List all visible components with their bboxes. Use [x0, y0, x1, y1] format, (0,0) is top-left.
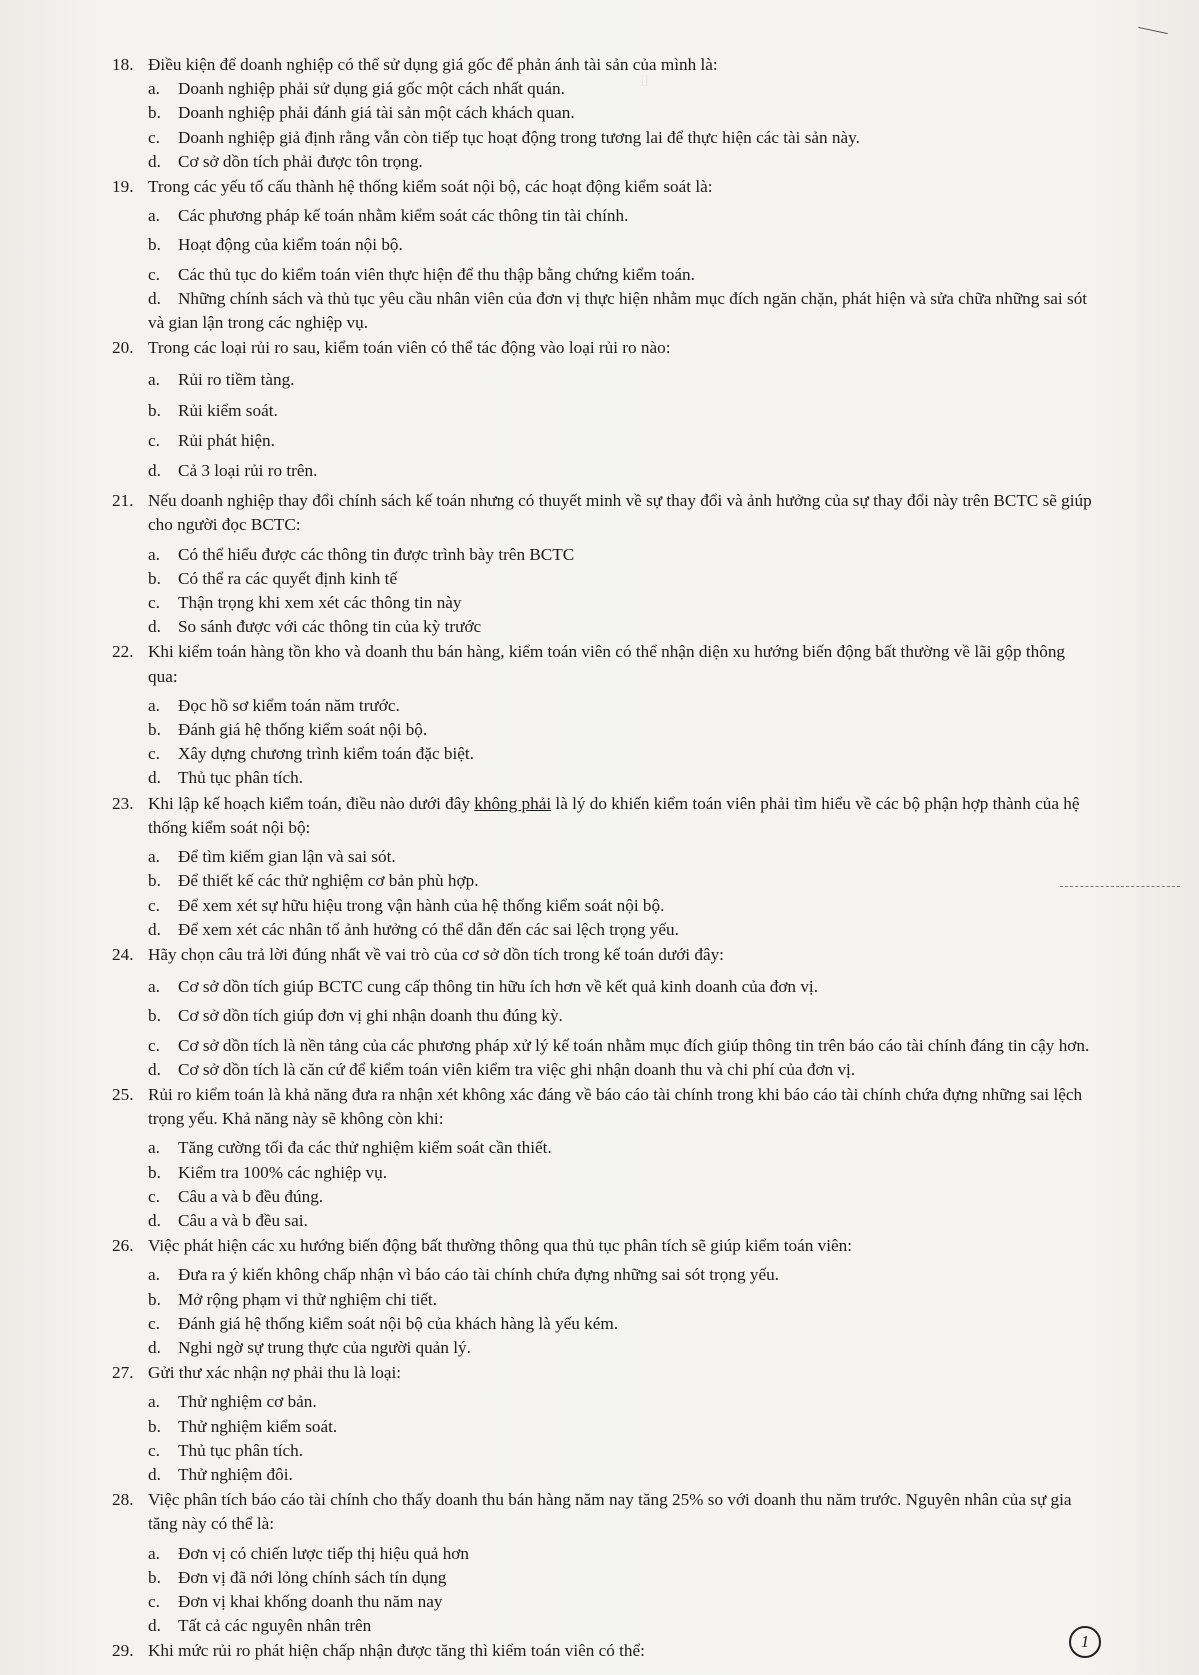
- option-23d: [148, 918, 1092, 942]
- option-text: Cơ sở dồn tích là nền tảng của các phương pháp xử lý kế toán nhằm mục đích giúp thông tin trên báo cáo tài chính đáng tin cậy hơn.: [178, 1035, 1090, 1055]
- question-stem: Rủi ro kiểm toán là khả năng đưa ra nhận xét không xác đáng về báo cáo tài chính trong khi báo cáo tài chính chứa đựng những sai lệch trọng yếu. Khả năng này sẽ không còn khi:: [148, 1084, 1083, 1129]
- option-letter: a.: [148, 1265, 160, 1285]
- option-21c: [148, 591, 1092, 615]
- option-letter: a.: [148, 977, 160, 997]
- question-stem: Gửi thư xác nhận nợ phải thu là loại:: [148, 1363, 402, 1383]
- option-text: Những chính sách và thủ tục yêu cầu nhân viên của đơn vị thực hiện nhằm mục đích ngăn chặn, phát hiện và sửa chữa những sai sót và gian lận trong các nghiệp vụ.: [148, 288, 1088, 333]
- option-letter: d.: [148, 1059, 161, 1079]
- question-number: 25.: [112, 1084, 134, 1104]
- option-text: Để xem xét sự hữu hiệu trong vận hành của hệ thống kiểm soát nội bộ.: [178, 895, 665, 915]
- option-text: Cơ sở dồn tích giúp BCTC cung cấp thông tin hữu ích hơn về kết quả kinh doanh của đơn vị.: [178, 977, 818, 997]
- option-letter: a.: [148, 847, 160, 867]
- option-text: Xây dựng chương trình kiểm toán đặc biệt.: [178, 744, 474, 764]
- option-28c: [148, 1590, 1092, 1614]
- question-25: [112, 1083, 1092, 1131]
- option-24d: [148, 1058, 1092, 1082]
- option-text: Có thể hiểu được các thông tin được trình bày trên BCTC: [178, 544, 575, 564]
- question-number: 28.: [112, 1490, 134, 1510]
- option-20d: [148, 459, 1092, 483]
- option-letter: a.: [148, 206, 160, 226]
- question-number: 23.: [112, 793, 134, 813]
- option-18c: [148, 126, 1092, 150]
- option-text: Rủi kiểm soát.: [178, 400, 278, 420]
- option-letter: c.: [148, 1440, 160, 1460]
- option-21a: [148, 543, 1092, 567]
- question-20: [112, 336, 1092, 360]
- option-26a: [148, 1263, 1092, 1287]
- option-22b: [148, 718, 1092, 742]
- option-text: Để thiết kế các thử nghiệm cơ bản phù hợp.: [178, 871, 479, 891]
- option-letter: a.: [148, 370, 160, 390]
- option-text: Rủi phát hiện.: [178, 430, 275, 450]
- option-20b: [148, 399, 1092, 423]
- option-21d: [148, 615, 1092, 639]
- option-text: Kiểm tra 100% các nghiệp vụ.: [178, 1162, 388, 1182]
- option-23c: [148, 894, 1092, 918]
- option-letter: c.: [148, 127, 160, 147]
- option-letter: b.: [148, 103, 161, 123]
- option-27d: [148, 1463, 1092, 1487]
- option-letter: b.: [148, 1567, 161, 1587]
- question-18: [112, 53, 1092, 77]
- option-20c: [148, 429, 1092, 453]
- option-22d: [148, 766, 1092, 790]
- option-letter: d.: [148, 617, 161, 637]
- option-letter: b.: [148, 1162, 161, 1182]
- question-number: 22.: [112, 642, 134, 662]
- option-text: Thử nghiệm kiểm soát.: [178, 1416, 338, 1436]
- option-text: Đơn vị có chiến lược tiếp thị hiệu quả hơn: [178, 1543, 469, 1563]
- option-letter: a.: [148, 79, 160, 99]
- question-stem: Việc phát hiện các xu hướng biến động bất thường thông qua thủ tục phân tích sẽ giúp kiểm toán viên:: [148, 1236, 853, 1256]
- option-text: Cơ sở dồn tích phải được tôn trọng.: [178, 151, 423, 171]
- option-text: Cơ sở dồn tích giúp đơn vị ghi nhận doanh thu đúng kỳ.: [178, 1006, 563, 1026]
- question-stem: Điều kiện để doanh nghiệp có thể sử dụng giá gốc để phản ánh tài sản của mình là:: [148, 55, 718, 74]
- question-stem: Nếu doanh nghiệp thay đổi chính sách kế toán nhưng có thuyết minh về sự thay đổi và ảnh hưởng của sự thay đổi này trên BCTC sẽ giúp cho người đọc BCTC:: [148, 491, 1092, 535]
- option-letter: b.: [148, 400, 161, 420]
- question-number: 24.: [112, 944, 134, 964]
- option-28b: [148, 1566, 1092, 1590]
- option-letter: d.: [148, 151, 161, 171]
- option-18a: [148, 77, 1092, 101]
- option-18d: [148, 150, 1092, 174]
- option-letter: c.: [148, 1035, 160, 1055]
- question-stem: Khi mức rủi ro phát hiện chấp nhận được tăng thì kiểm toán viên có thể:: [148, 1641, 645, 1661]
- question-number: 21.: [112, 491, 134, 511]
- option-26b: [148, 1288, 1092, 1312]
- question-29: [112, 1639, 1092, 1663]
- question-stem-before: Khi lập kế hoạch kiểm toán, điều nào dưới đây: [148, 793, 475, 813]
- option-letter: c.: [148, 1591, 160, 1611]
- question-24: [112, 943, 1092, 967]
- option-19c: [148, 263, 1092, 287]
- option-text: Doanh nghiệp giả định rằng vẫn còn tiếp tục hoạt động trong tương lai để thực hiện các tài sản này.: [178, 127, 860, 147]
- question-stem-after: là lý do khiến kiểm toán viên phải tìm hiểu về các bộ phận hợp thành của hệ thống kiểm soát nội bộ:: [148, 793, 1080, 837]
- option-text: So sánh được với các thông tin của kỳ trước: [178, 617, 482, 637]
- question-number: 27.: [112, 1363, 134, 1383]
- option-letter: d.: [148, 1464, 161, 1484]
- page-number: 1: [1069, 1626, 1101, 1658]
- option-letter: c.: [148, 593, 160, 613]
- option-19a: [148, 204, 1092, 228]
- option-26d: [148, 1336, 1092, 1360]
- option-text: Doanh nghiệp phải đánh giá tài sản một cách khách quan.: [178, 103, 575, 123]
- option-27a: [148, 1390, 1092, 1414]
- question-27: [112, 1361, 1092, 1385]
- question-stem: Trong các yếu tố cấu thành hệ thống kiểm soát nội bộ, các hoạt động kiểm soát là:: [148, 177, 713, 197]
- option-letter: c.: [148, 895, 160, 915]
- option-18b: [148, 101, 1092, 125]
- option-text: Đánh giá hệ thống kiểm soát nội bộ của khách hàng là yếu kém.: [178, 1313, 619, 1333]
- option-text: Đưa ra ý kiến không chấp nhận vì báo cáo tài chính chứa đựng những sai sót trọng yếu.: [178, 1265, 779, 1285]
- option-text: Tất cả các nguyên nhân trên: [178, 1616, 372, 1636]
- option-28d: [148, 1614, 1092, 1638]
- option-23a: [148, 845, 1092, 869]
- question-stem: Trong các loại rủi ro sau, kiểm toán viên có thể tác động vào loại rủi ro nào:: [148, 338, 671, 358]
- option-letter: d.: [148, 461, 161, 481]
- option-letter: a.: [148, 695, 160, 715]
- option-text: Nghi ngờ sự trung thực của người quản lý.: [178, 1337, 471, 1357]
- option-letter: a.: [148, 1392, 160, 1412]
- option-text: Thủ tục phân tích.: [178, 1440, 304, 1460]
- option-text: Đọc hồ sơ kiểm toán năm trước.: [178, 695, 400, 715]
- option-letter: c.: [148, 264, 160, 284]
- option-text: Có thể ra các quyết định kinh tế: [178, 568, 398, 588]
- option-letter: d.: [148, 1337, 161, 1357]
- question-stem-underlined: không phải: [474, 793, 552, 813]
- question-number: 29.: [112, 1641, 134, 1661]
- option-text: Thử nghiệm đôi.: [178, 1464, 293, 1484]
- option-letter: d.: [148, 1616, 161, 1636]
- option-24b: [148, 1004, 1092, 1028]
- option-letter: b.: [148, 871, 161, 891]
- pen-mark: [1138, 27, 1168, 34]
- question-number: 19.: [112, 177, 134, 197]
- option-25d: [148, 1209, 1092, 1233]
- option-letter: b.: [148, 1289, 161, 1309]
- question-number: 20.: [112, 338, 134, 358]
- option-letter: b.: [148, 235, 161, 255]
- option-24a: [148, 975, 1092, 999]
- option-text: Cơ sở dồn tích là căn cứ để kiểm toán viên kiểm tra việc ghi nhận doanh thu và chi phí của đơn vị.: [178, 1059, 856, 1079]
- question-28: [112, 1488, 1092, 1536]
- option-19d: [148, 287, 1092, 335]
- option-text: Để xem xét các nhân tố ảnh hưởng có thể dẫn đến các sai lệch trọng yếu.: [178, 919, 679, 939]
- option-text: Cả 3 loại rủi ro trên.: [178, 461, 318, 481]
- option-23b: [148, 869, 1092, 893]
- option-letter: c.: [148, 430, 160, 450]
- option-text: Đánh giá hệ thống kiểm soát nội bộ.: [178, 720, 428, 740]
- option-letter: c.: [148, 1313, 160, 1333]
- option-letter: d.: [148, 288, 161, 308]
- question-19: [112, 175, 1092, 199]
- option-20a: [148, 368, 1092, 392]
- question-stem: Hãy chọn câu trả lời đúng nhất về vai trò của cơ sở dồn tích trong kế toán dưới đây:: [148, 944, 724, 964]
- question-23: [112, 792, 1092, 840]
- option-27c: [148, 1439, 1092, 1463]
- bleed-through-text: ii: [640, 73, 649, 90]
- question-21: [112, 489, 1092, 537]
- option-letter: b.: [148, 568, 161, 588]
- option-27b: [148, 1415, 1092, 1439]
- question-list: [112, 52, 1092, 1664]
- option-letter: a.: [148, 1138, 160, 1158]
- option-24c: [148, 1034, 1092, 1058]
- option-22a: [148, 694, 1092, 718]
- option-letter: b.: [148, 1416, 161, 1436]
- option-text: Đơn vị khai khống doanh thu năm nay: [178, 1591, 443, 1611]
- question-number: 26.: [112, 1236, 134, 1256]
- option-25c: [148, 1185, 1092, 1209]
- option-letter: d.: [148, 1210, 161, 1230]
- option-21b: [148, 567, 1092, 591]
- option-text: Rủi ro tiềm tàng.: [178, 370, 295, 390]
- option-19b: [148, 233, 1092, 257]
- option-letter: b.: [148, 720, 161, 740]
- option-text: Thận trọng khi xem xét các thông tin này: [178, 593, 462, 613]
- option-letter: d.: [148, 768, 161, 788]
- option-text: Doanh nghiệp phải sử dụng giá gốc một cách nhất quán.: [178, 79, 565, 99]
- option-text: Các thủ tục do kiểm toán viên thực hiện để thu thập bằng chứng kiểm toán.: [178, 264, 695, 284]
- option-text: Thử nghiệm cơ bản.: [178, 1392, 317, 1412]
- question-26: [112, 1234, 1092, 1258]
- option-text: Đơn vị đã nới lỏng chính sách tín dụng: [178, 1567, 447, 1587]
- option-letter: d.: [148, 919, 161, 939]
- option-28a: [148, 1542, 1092, 1566]
- option-25b: [148, 1161, 1092, 1185]
- option-letter: a.: [148, 544, 160, 564]
- question-stem: Việc phân tích báo cáo tài chính cho thấy doanh thu bán hàng năm nay tăng 25% so với doanh thu năm trước. Nguyên nhân của sự gia tăng này có thể là:: [148, 1490, 1072, 1534]
- option-text: Thủ tục phân tích.: [178, 768, 304, 788]
- option-text: Câu a và b đều sai.: [178, 1210, 308, 1230]
- option-text: Hoạt động của kiểm toán nội bộ.: [178, 235, 403, 255]
- option-22c: [148, 742, 1092, 766]
- option-text: Mở rộng phạm vi thử nghiệm chi tiết.: [178, 1289, 437, 1309]
- option-letter: c.: [148, 744, 160, 764]
- option-letter: a.: [148, 1543, 160, 1563]
- question-stem: Khi kiểm toán hàng tồn kho và doanh thu bán hàng, kiểm toán viên có thể nhận diện xu hướng biến động bất thường về lãi gộp thông qua:: [148, 642, 1066, 686]
- option-25a: [148, 1136, 1092, 1160]
- option-letter: b.: [148, 1006, 161, 1026]
- option-text: Câu a và b đều đúng.: [178, 1186, 324, 1206]
- option-text: Để tìm kiếm gian lận và sai sót.: [178, 847, 396, 867]
- option-letter: c.: [148, 1186, 160, 1206]
- option-26c: [148, 1312, 1092, 1336]
- question-number: 18.: [112, 55, 134, 74]
- question-22: [112, 640, 1092, 688]
- option-text: Tăng cường tối đa các thử nghiệm kiểm soát cần thiết.: [178, 1138, 552, 1158]
- option-text: Các phương pháp kế toán nhằm kiểm soát các thông tin tài chính.: [178, 206, 629, 226]
